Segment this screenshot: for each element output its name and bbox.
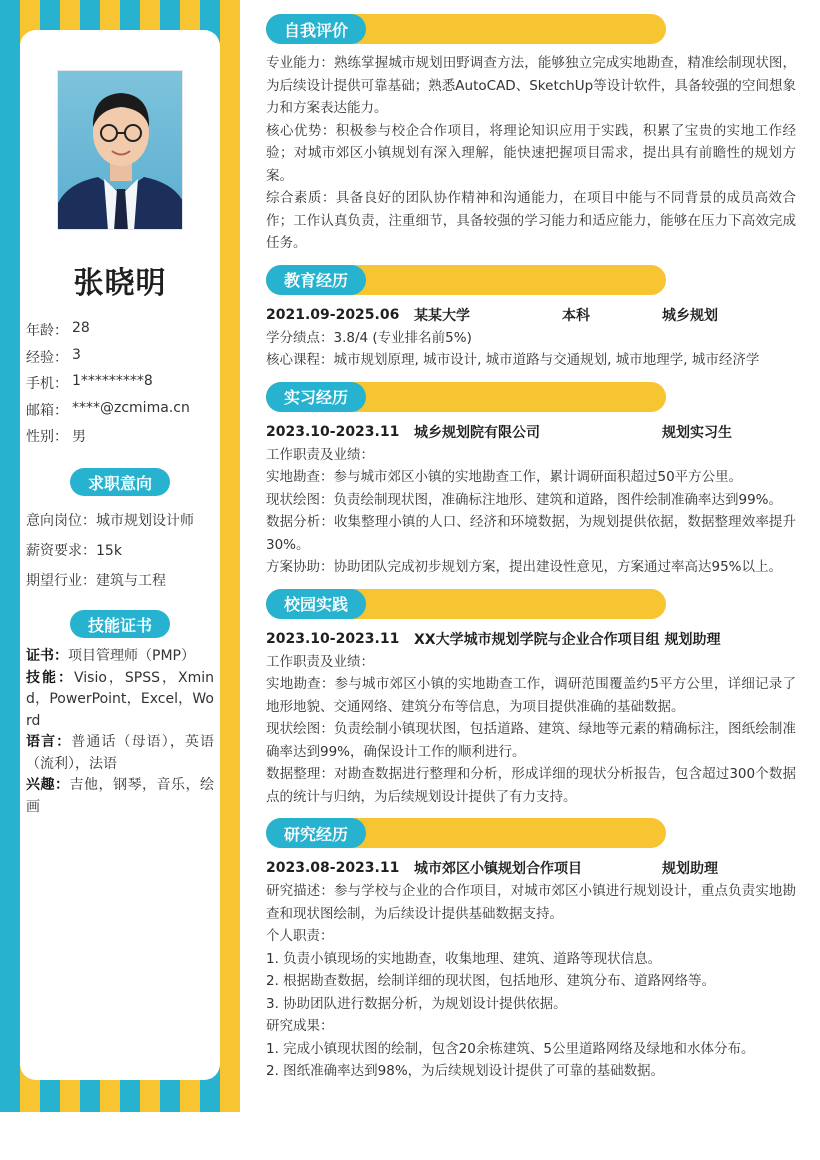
entry-header: [266, 303, 796, 327]
info-value: ****@zcmima.cn: [72, 399, 190, 416]
entry-date: 2023.10-2023.11: [266, 630, 400, 647]
entry-line: 工作职责及业绩：: [266, 653, 374, 670]
entry-line: 现状绘图：负责绘制现状图，准确标注地形、建筑和道路，图件绘制准确率达到99%。: [266, 491, 783, 508]
entry-organization: 某某大学: [414, 307, 470, 324]
skill-label: 语言：: [26, 734, 72, 750]
info-phone: [26, 373, 216, 400]
entry-role: 规划助理: [662, 861, 718, 877]
person-avatar-icon: [58, 71, 183, 230]
entry-date: 2021.09-2025.06: [266, 306, 400, 323]
entry-line: 核心课程：城市规划原理, 城市设计, 城市道路与交通规划, 城市地理学, 城市经济学: [266, 352, 760, 368]
info-label: 邮箱：: [26, 402, 68, 419]
entry-line: 实地勘查：参与城市郊区小镇的实地勘查工作，累计调研面积超过50平方公里。: [266, 469, 743, 485]
job-intent-position: 意向岗位：城市规划设计师: [26, 513, 194, 529]
info-gender: [26, 426, 216, 453]
info-label: 手机：: [26, 376, 68, 392]
info-value: 男: [72, 429, 86, 445]
section-header: [266, 14, 666, 44]
section-education: [266, 265, 796, 372]
skill-item-language: [26, 732, 214, 775]
info-age: [26, 320, 216, 347]
info-label: 性别：: [26, 429, 68, 445]
entry-line: 研究成果：: [266, 1018, 334, 1034]
skill-value: 吉他，钢琴，音乐，绘画: [26, 777, 214, 815]
skill-item-certificate: [26, 646, 214, 668]
section-title: 研究经历: [266, 818, 366, 848]
info-label: 年龄：: [26, 323, 68, 339]
skills-heading: 技能证书: [70, 610, 170, 638]
skill-item-skills: [26, 668, 214, 733]
job-intent-list: [26, 510, 216, 600]
self-eval-paragraph: 核心优势：积极参与校企合作项目，将理论知识应用于实践，积累了宝贵的实地工作经验；对城市郊区小镇规划有深入理解，能快速把握项目需求，提出具有前瞻性的规划方案。: [266, 122, 796, 184]
entry-header: [266, 856, 796, 880]
self-eval-paragraph: 综合素质：具备良好的团队协作精神和沟通能力，在项目中能与不同背景的成员高效合作；工作认真负责，注重细节，具备较强的学习能力和适应能力，能够在压力下高效完成任务。: [266, 190, 796, 251]
entry-degree: 本科: [562, 307, 590, 324]
info-experience: [26, 347, 216, 374]
entry-line: 方案协助：协助团队完成初步规划方案，提出建设性意见，方案通过率高达95%以上。: [266, 559, 783, 575]
entry-line: 现状绘图：负责绘制小镇现状图，包括道路、建筑、绿地等元素的精确标注，图纸绘制准确率达到99%，确保设计工作的顺利进行。: [266, 721, 796, 760]
skill-item-hobby: [26, 775, 214, 818]
entry-organization: 城乡规划院有限公司: [414, 424, 540, 441]
job-intent-industry: 期望行业：建筑与工程: [26, 573, 166, 589]
entry-major: 城乡规划: [662, 307, 718, 324]
info-value: 28: [72, 320, 90, 336]
section-header: [266, 382, 666, 412]
entry-role: 规划实习生: [662, 424, 732, 441]
skill-label: 技能：: [26, 669, 74, 686]
entry-line: 实地勘查：参与城市郊区小镇的实地勘查工作，调研范围覆盖约5平方公里，详细记录了地形地貌、交通网络、建筑分布等信息，为项目提供准确的基础数据。: [266, 676, 796, 715]
section-header: [266, 589, 666, 619]
entry-line: 数据整理：对勘查数据进行整理和分析，形成详细的现状分析报告，包含超过300个数据点的统计与归纳，为后续规划设计提供了有力支持。: [266, 766, 796, 805]
skill-value: 项目管理师（PMP）: [68, 648, 195, 664]
entry-line: 学分绩点：3.8/4 (专业排名前5%): [266, 329, 472, 346]
skill-value: 普通话（母语），英语（流利），法语: [26, 734, 214, 772]
entry-line: 3. 协助团队进行数据分析，为规划设计提供依据。: [266, 995, 567, 1012]
section-title: 教育经历: [266, 265, 366, 295]
entry-line: 1. 完成小镇现状图的绘制，包含20余栋建筑、5公里道路网络及绿地和水体分布。: [266, 1040, 755, 1057]
section-title: 校园实践: [266, 589, 366, 619]
skill-label: 证书：: [26, 648, 68, 664]
section-internship: [266, 382, 796, 579]
section-title: 自我评价: [266, 14, 366, 44]
job-intent-heading: 求职意向: [70, 468, 170, 496]
entry-line: 1. 负责小镇现场的实地勘查，收集地理、建筑、道路等现状信息。: [266, 950, 662, 967]
self-eval-paragraph: 专业能力：熟练掌握城市规划田野调查方法，能够独立完成实地勘查，精准绘制现状图，为后续设计提供可靠基础；熟悉AutoCAD、SketchUp等设计软件，具备较强的空间想象力和方案表达能力。: [266, 55, 796, 116]
skills-list: [26, 646, 214, 818]
section-title: 实习经历: [266, 382, 366, 412]
entry-date: 2023.08-2023.11: [266, 860, 400, 876]
job-intent-salary: 薪资要求：15k: [26, 543, 122, 559]
entry-header: [266, 627, 796, 651]
entry-header: [266, 420, 796, 444]
entry-line: 2. 图纸准确率达到98%，为后续规划设计提供了可靠的基础数据。: [266, 1063, 665, 1079]
entry-line: 2. 根据勘查数据，绘制详细的现状图，包括地形、建筑分布、道路网络等。: [266, 973, 716, 989]
section-header: [266, 265, 666, 295]
profile-name: 张晓明: [73, 266, 167, 301]
section-header: [266, 818, 666, 848]
entry-date: 2023.10-2023.11: [266, 423, 400, 440]
entry-line: 个人职责：: [266, 928, 334, 944]
main-content: [266, 14, 796, 1093]
info-email: [26, 400, 216, 427]
entry-organization: XX大学城市规划学院与企业合作项目组 规划助理: [414, 631, 721, 648]
info-value: 3: [72, 346, 81, 363]
entry-organization: 城市郊区小镇规划合作项目: [414, 861, 582, 877]
entry-line: 工作职责及业绩：: [266, 446, 374, 463]
section-campus-practice: [266, 589, 796, 809]
section-research: [266, 818, 796, 1083]
entry-line: 研究描述：参与学校与企业的合作项目，对城市郊区小镇进行规划设计，重点负责实地勘查和现状图绘制，为后续设计提供基础数据支持。: [266, 883, 796, 922]
entry-line: 数据分析：收集整理小镇的人口、经济和环境数据，为规划提供依据，数据整理效率提升30%。: [266, 514, 796, 553]
section-self-evaluation: [266, 14, 796, 255]
skill-value: Visio，SPSS，Xmind，PowerPoint，Excel，Word: [26, 669, 214, 729]
info-value: 1*********8: [72, 373, 153, 389]
personal-info-list: [26, 320, 216, 453]
skill-label: 兴趣：: [26, 777, 70, 793]
profile-photo: [57, 70, 183, 230]
info-label: 经验：: [26, 349, 68, 366]
